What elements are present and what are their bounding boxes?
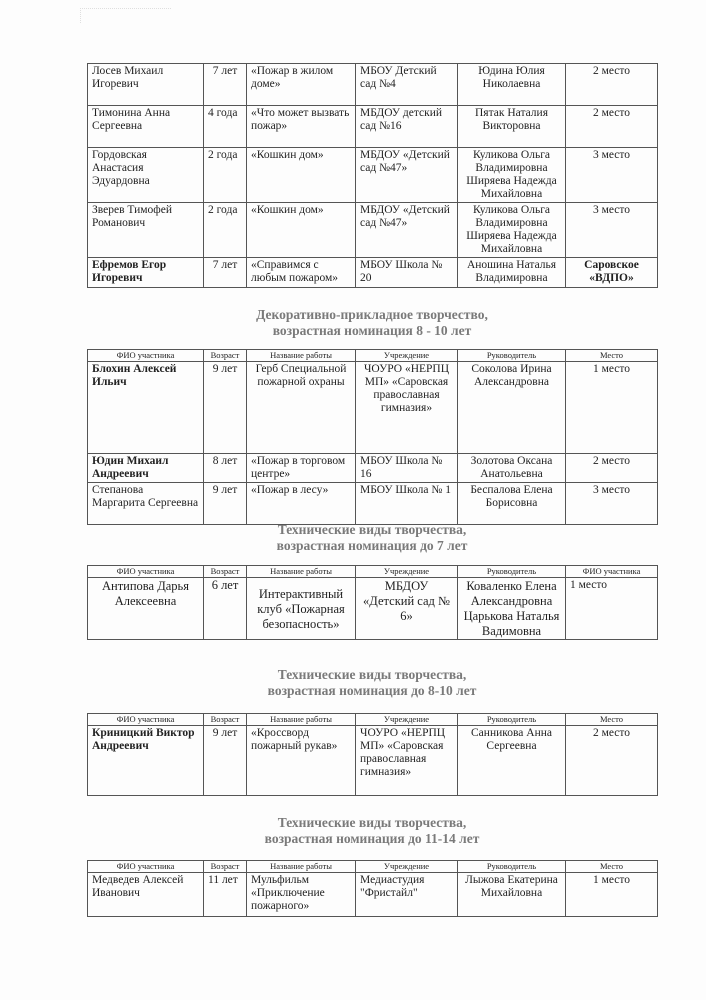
table-row (88, 454, 658, 483)
table-row (88, 106, 658, 148)
work-title: Интерактивный клуб «Пожарная безопасность» (247, 578, 356, 640)
participant-age: 6 лет (204, 578, 247, 640)
participant-age: 2 года (204, 203, 247, 258)
participant-age: 8 лет (204, 454, 247, 483)
institution: МБОУ Школа № 16 (356, 454, 458, 483)
institution: МБДОУ «Детский сад № 6» (356, 578, 458, 640)
place: 3 место (566, 203, 658, 258)
leader: Лыжова Екатерина Михайловна (458, 873, 566, 917)
institution: МБДОУ «Детский сад №47» (356, 148, 458, 203)
place: 1 место (566, 362, 658, 454)
column-header: Учреждение (356, 714, 458, 726)
participant-name: Тимонина Анна Сергеевна (88, 106, 204, 148)
work-title: Герб Специальной пожарной охраны (247, 362, 356, 454)
table-row (88, 64, 658, 106)
column-header: Возраст (204, 566, 247, 578)
column-header: ФИО участника (88, 714, 204, 726)
place: 2 место (566, 454, 658, 483)
participant-name: Гордовская Анастасия Эдуардовна (88, 148, 204, 203)
place: 2 место (566, 106, 658, 148)
participant-name: Лосев Михаил Игоревич (88, 64, 204, 106)
column-header: Название работы (247, 861, 356, 873)
table-header-row (88, 714, 658, 726)
column-header: Название работы (247, 566, 356, 578)
participant-age: 9 лет (204, 726, 247, 796)
section-heading (87, 522, 657, 554)
column-header: Название работы (247, 714, 356, 726)
leader: Куликова Ольга Владимировна Ширяева Надежда Михайловна (458, 148, 566, 203)
leader: Пятак Наталия Викторовна (458, 106, 566, 148)
institution: ЧОУРО «НЕРПЦ МП» «Саровская православная гимназия» (356, 726, 458, 796)
leader: Беспалова Елена Борисовна (458, 483, 566, 525)
column-header: Название работы (247, 350, 356, 362)
section-subtitle: возрастная номинация до 8-10 лет (267, 683, 477, 698)
work-title: «Справимся с любым пожаром» (247, 258, 356, 288)
column-header: Учреждение (356, 861, 458, 873)
section-subtitle: возрастная номинация до 11-14 лет (264, 831, 480, 846)
leader: Юдина Юлия Николаевна (458, 64, 566, 106)
results-table-technical-8-10 (87, 713, 658, 796)
place: 1 место (566, 578, 658, 640)
column-header: ФИО участника (566, 566, 658, 578)
column-header: Возраст (204, 350, 247, 362)
column-header: Руководитель (458, 714, 566, 726)
participant-name: Юдин Михаил Андреевич (88, 454, 204, 483)
leader: Санникова Анна Сергеевна (458, 726, 566, 796)
participant-name: Блохин Алексей Ильич (88, 362, 204, 454)
institution: ЧОУРО «НЕРПЦ МП» «Саровская православная гимназия» (356, 362, 458, 454)
institution: МБОУ Детский сад №4 (356, 64, 458, 106)
institution: Медиастудия "Фристайл" (356, 873, 458, 917)
participant-age: 7 лет (204, 258, 247, 288)
table-row (88, 148, 658, 203)
table-row (88, 362, 658, 454)
leader: Куликова Ольга Владимировна Ширяева Надежда Михайловна (458, 203, 566, 258)
section-subtitle: возрастная номинация до 7 лет (276, 538, 468, 553)
table-row (88, 873, 658, 917)
leader: Соколова Ирина Александровна (458, 362, 566, 454)
place: 3 место (566, 483, 658, 525)
work-title: «Пожар в жилом доме» (247, 64, 356, 106)
participant-age: 11 лет (204, 873, 247, 917)
column-header: ФИО участника (88, 350, 204, 362)
column-header: Учреждение (356, 350, 458, 362)
section-heading (87, 667, 657, 699)
work-title: «Пожар в торговом центре» (247, 454, 356, 483)
column-header: Возраст (204, 714, 247, 726)
column-header: Место (566, 350, 658, 362)
table-row (88, 203, 658, 258)
column-header: Место (566, 714, 658, 726)
institution: МБОУ Школа № 20 (356, 258, 458, 288)
column-header: ФИО участника (88, 566, 204, 578)
participant-age: 7 лет (204, 64, 247, 106)
place: 3 место (566, 148, 658, 203)
participant-name: Антипова Дарья Алексеевна (88, 578, 204, 640)
work-title: «Кошкин дом» (247, 203, 356, 258)
participant-name: Степанова Маргарита Сергеевна (88, 483, 204, 525)
institution: МБОУ Школа № 1 (356, 483, 458, 525)
leader: Золотова Оксана Анатольевна (458, 454, 566, 483)
place: 2 место (566, 726, 658, 796)
section-subtitle: возрастная номинация 8 - 10 лет (272, 323, 472, 338)
section-title: Декоративно-прикладное творчество, (256, 307, 488, 322)
column-header: ФИО участника (88, 861, 204, 873)
place: Саровское «ВДПО» (566, 258, 658, 288)
participant-name: Ефремов Егор Игоревич (88, 258, 204, 288)
place: 2 место (566, 64, 658, 106)
scan-artifact (80, 8, 171, 23)
section-title: Технические виды творчества, (277, 522, 467, 537)
section-title: Технические виды творчества, (277, 667, 467, 682)
table-header-row (88, 350, 658, 362)
work-title: Мульфильм «Приключение пожарного» (247, 873, 356, 917)
participant-name: Зверев Тимофей Романович (88, 203, 204, 258)
table-row (88, 726, 658, 796)
institution: МБДОУ детский сад №16 (356, 106, 458, 148)
results-table-continuation (87, 63, 658, 288)
column-header: Руководитель (458, 566, 566, 578)
leader: Аношина Наталья Владимировна (458, 258, 566, 288)
column-header: Руководитель (458, 861, 566, 873)
leader: Коваленко Елена Александровна Царькова Наталья Вадимовна (458, 578, 566, 640)
work-title: «Пожар в лесу» (247, 483, 356, 525)
table-header-row (88, 861, 658, 873)
section-heading (87, 815, 657, 847)
participant-age: 2 года (204, 148, 247, 203)
results-table-technical-under-7 (87, 565, 658, 640)
table-row (88, 258, 658, 288)
institution: МБДОУ «Детский сад №47» (356, 203, 458, 258)
participant-name: Медведев Алексей Иванович (88, 873, 204, 917)
column-header: Учреждение (356, 566, 458, 578)
section-heading (87, 307, 657, 339)
column-header: Возраст (204, 861, 247, 873)
column-header: Руководитель (458, 350, 566, 362)
table-row (88, 578, 658, 640)
work-title: «Что может вызвать пожар» (247, 106, 356, 148)
work-title: «Кроссворд пожарный рукав» (247, 726, 356, 796)
participant-age: 4 года (204, 106, 247, 148)
table-row (88, 483, 658, 525)
table-header-row (88, 566, 658, 578)
results-table-decorative-8-10 (87, 349, 658, 525)
place: 1 место (566, 873, 658, 917)
participant-age: 9 лет (204, 483, 247, 525)
participant-name: Криницкий Виктор Андреевич (88, 726, 204, 796)
work-title: «Кошкин дом» (247, 148, 356, 203)
column-header: Место (566, 861, 658, 873)
section-title: Технические виды творчества, (277, 815, 467, 830)
results-table-technical-11-14 (87, 860, 658, 917)
participant-age: 9 лет (204, 362, 247, 454)
